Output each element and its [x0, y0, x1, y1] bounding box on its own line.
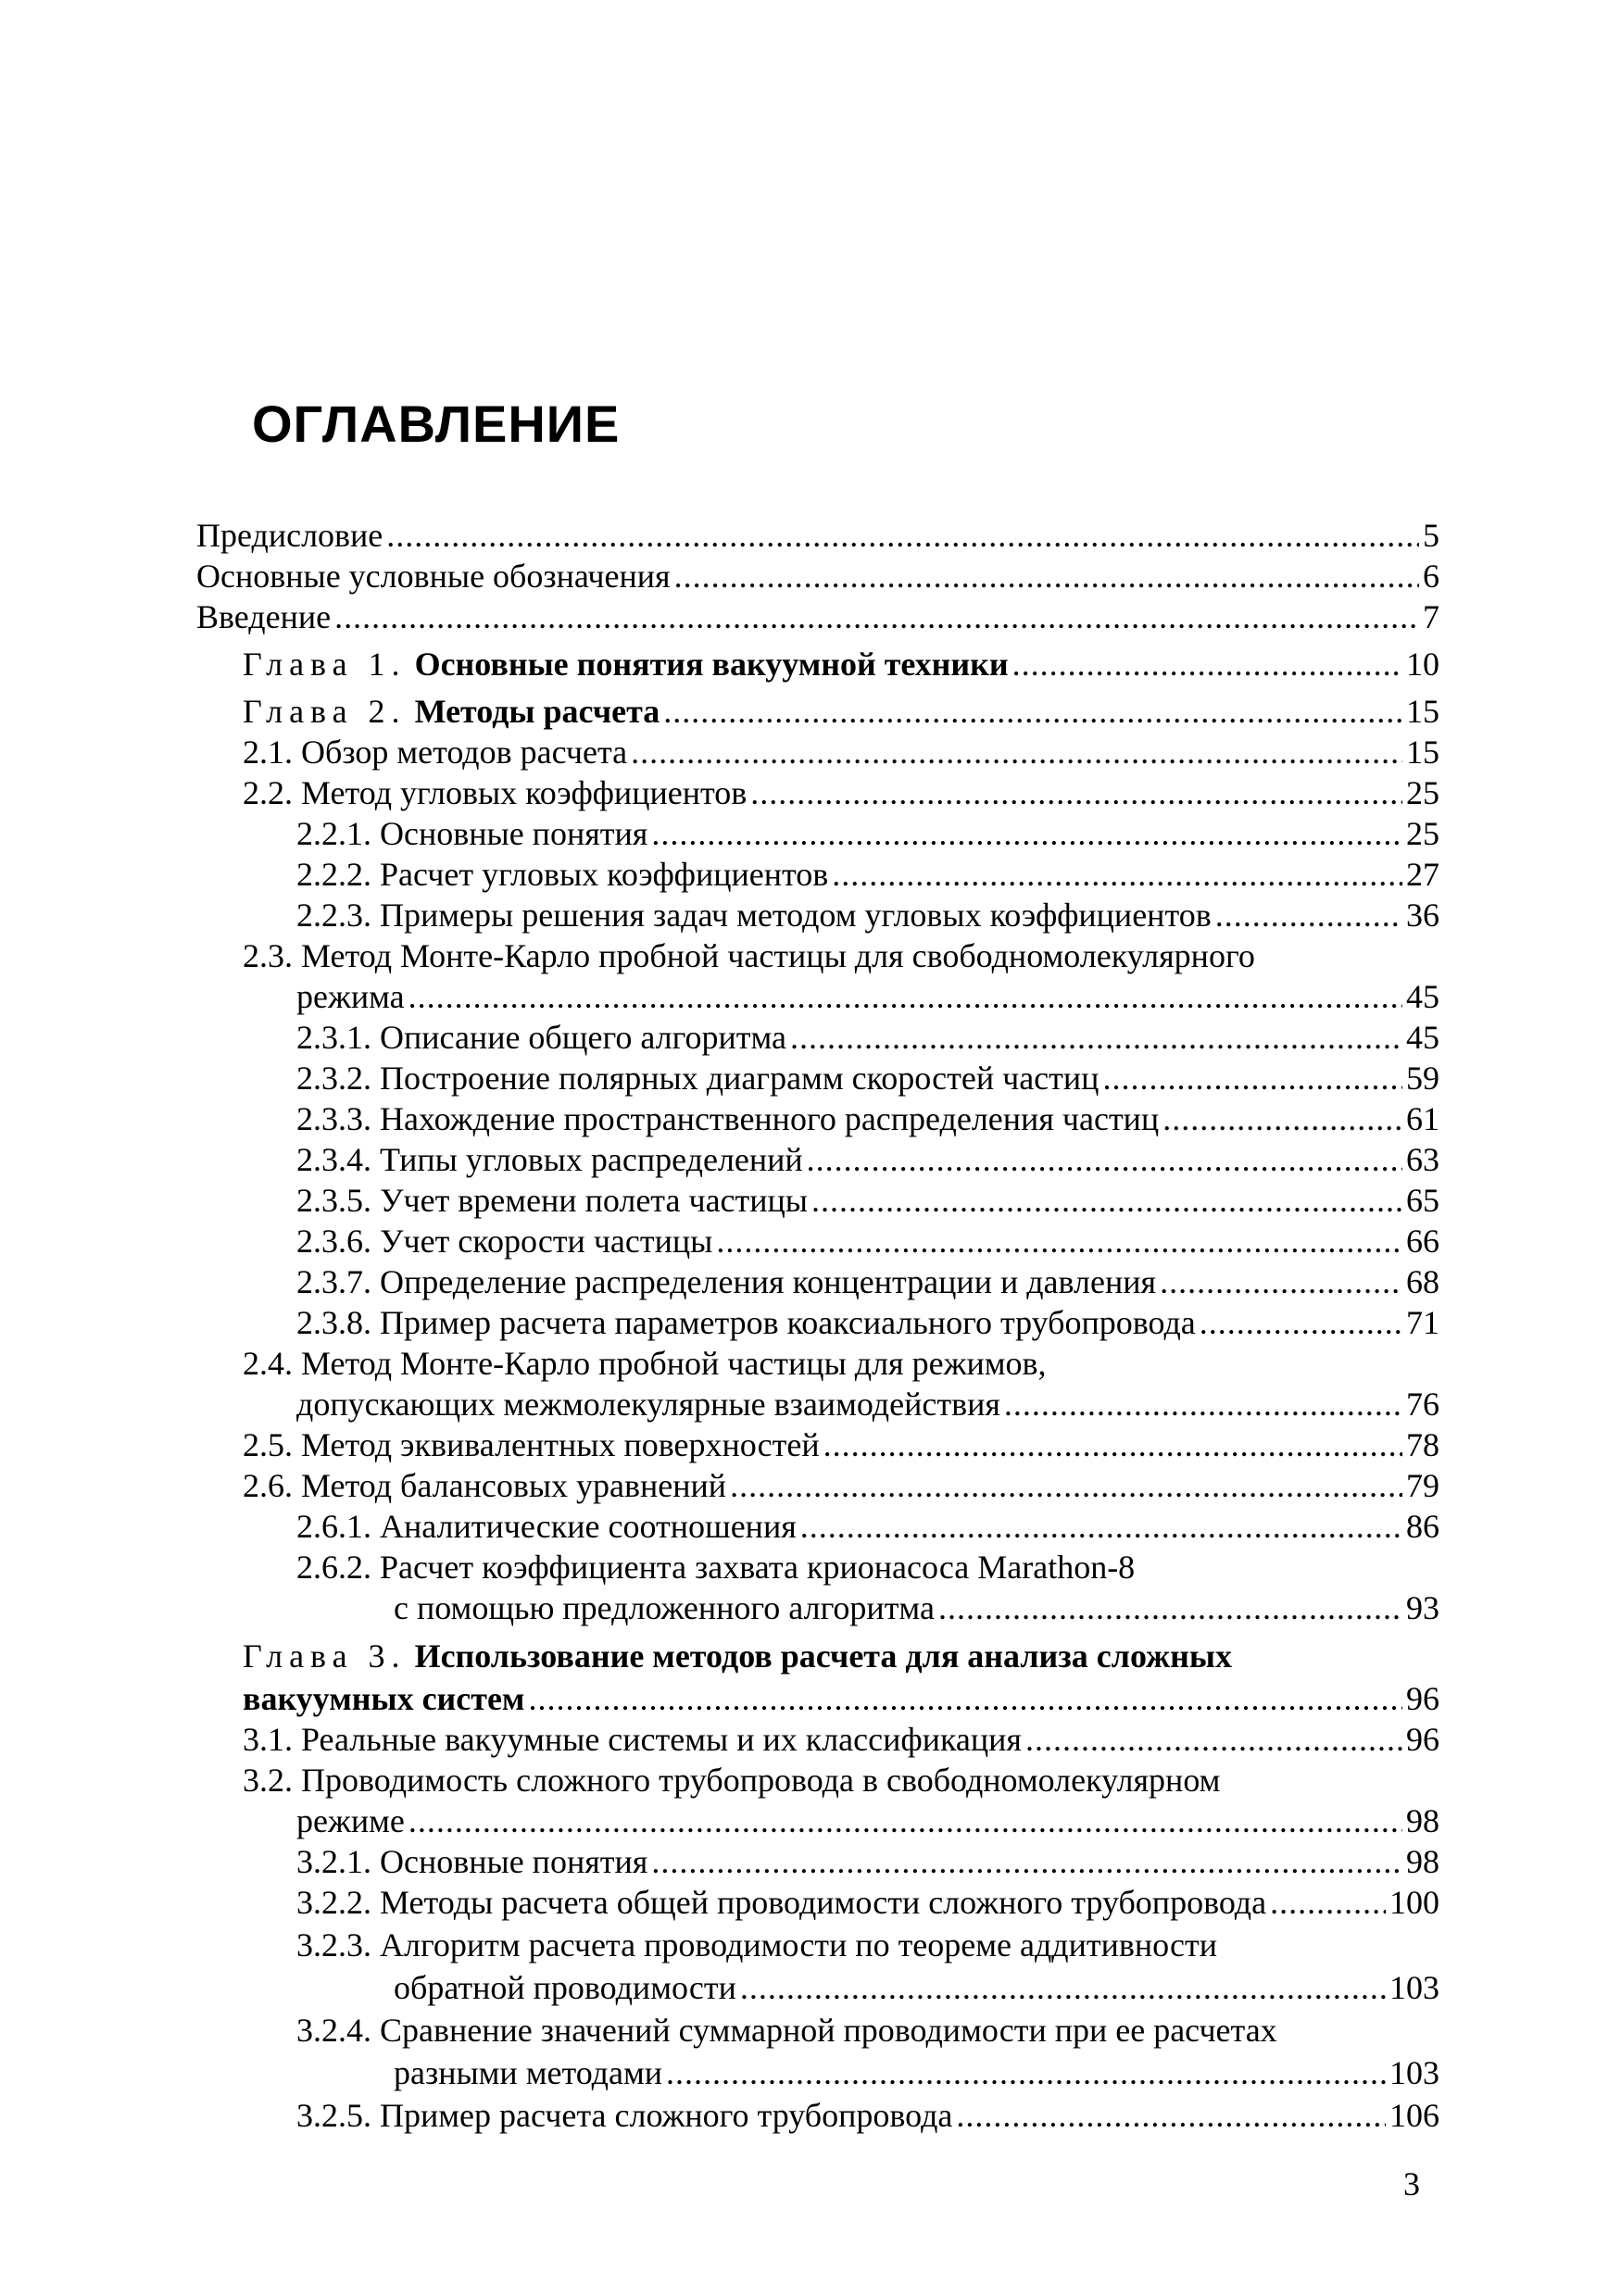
toc-entry-text: 2.1. Обзор методов расчета [243, 734, 628, 771]
dot-leader [528, 1678, 1402, 1719]
toc-entry-text: 2.2.1. Основные понятия [296, 815, 648, 852]
dot-leader [807, 1139, 1402, 1180]
toc-entry[interactable] [296, 1547, 1439, 1587]
toc-entry-page: 106 [1389, 2097, 1439, 2134]
dot-leader [651, 813, 1402, 854]
toc-entry-continuation[interactable] [394, 2052, 1439, 2093]
toc-entry[interactable] [296, 1058, 1439, 1098]
toc-entry-text: 2.2. Метод угловых коэффициентов [243, 774, 748, 811]
toc-entry[interactable] [296, 1882, 1439, 1923]
toc-entry[interactable] [196, 596, 1439, 637]
toc-entry-page: 45 [1406, 1019, 1439, 1056]
dot-leader [1025, 1719, 1402, 1760]
dot-leader [408, 976, 1402, 1017]
toc-entry[interactable] [243, 1465, 1439, 1506]
toc-entry-page: 45 [1406, 978, 1439, 1015]
chapter-title: Использование методов расчета для анализа сложных [414, 1637, 1233, 1675]
toc-entry[interactable] [243, 1719, 1439, 1760]
toc-entry-page: 10 [1406, 646, 1439, 683]
toc-chapter-entry[interactable] [243, 644, 1439, 684]
toc-entry-page: 7 [1423, 598, 1439, 635]
toc-entry-text: 3.2.2. Методы расчета общей проводимости сложного трубопровода [296, 1884, 1267, 1921]
toc-entry-page: 96 [1406, 1721, 1439, 1758]
dot-leader [1102, 1058, 1402, 1098]
toc-entry[interactable] [296, 1017, 1439, 1058]
dot-leader [1162, 1098, 1402, 1139]
toc-entry-text: 2.4. Метод Монте-Карло пробной частицы для режимов, [243, 1345, 1047, 1382]
dot-leader [956, 2095, 1386, 2136]
toc-entry-text: Введение [196, 598, 332, 635]
toc-entry-text: 2.2.2. Расчет угловых коэффициентов [296, 856, 829, 893]
toc-entry-text: обратной проводимости [394, 1969, 736, 2006]
toc-entry-text: 2.3.3. Нахождение пространственного распределения частиц [296, 1100, 1160, 1137]
toc-entry-continuation[interactable] [296, 1800, 1439, 1841]
toc-entry-page: 93 [1406, 1589, 1439, 1626]
chapter-label: Глава 2. [243, 693, 407, 730]
toc-entry[interactable] [196, 515, 1439, 556]
dot-leader [334, 596, 1419, 637]
toc-entry-page: 61 [1406, 1100, 1439, 1137]
toc-chapter-entry-continuation[interactable] [243, 1678, 1439, 1719]
toc-entry-page: 15 [1406, 693, 1439, 730]
chapter-label: Глава 3. [243, 1637, 407, 1675]
dot-leader [1215, 895, 1402, 935]
toc-entry-text: 2.2.3. Примеры решения задач методом угловых коэффициентов [296, 897, 1212, 934]
toc-entry-text: Основные условные обозначения [196, 558, 671, 595]
dot-leader [631, 732, 1402, 772]
toc-entry-text: 2.3.4. Типы угловых распределений [296, 1141, 803, 1178]
toc-entry-page: 59 [1406, 1060, 1439, 1097]
dot-leader [666, 2052, 1386, 2093]
dot-leader [790, 1017, 1402, 1058]
toc-entry-page: 98 [1406, 1802, 1439, 1839]
dot-leader [1012, 644, 1402, 684]
toc-entry-page: 66 [1406, 1223, 1439, 1260]
toc-entry-text: 2.6. Метод балансовых уравнений [243, 1467, 727, 1504]
toc-entry-page: 68 [1406, 1263, 1439, 1300]
toc-entry-page: 98 [1406, 1843, 1439, 1880]
dot-leader [750, 772, 1402, 813]
toc-chapter-entry[interactable] [243, 691, 1439, 732]
toc-entry[interactable] [243, 935, 1439, 976]
dot-leader [1004, 1384, 1402, 1424]
toc-entry-page: 65 [1406, 1182, 1439, 1219]
toc-entry-continuation[interactable] [296, 1384, 1439, 1424]
toc-entry[interactable] [243, 1424, 1439, 1465]
toc-entry-text: 2.3.1. Описание общего алгоритма [296, 1019, 786, 1056]
toc-entry-page: 25 [1406, 815, 1439, 852]
toc-entry[interactable] [243, 1760, 1439, 1800]
dot-leader [823, 1424, 1402, 1465]
toc-entry-text: режиме [296, 1802, 405, 1839]
toc-chapter-entry[interactable] [243, 1636, 1439, 1676]
toc-entry[interactable] [296, 1180, 1439, 1221]
toc-entry-text: режима [296, 978, 405, 1015]
toc-entry-text: 3.2. Проводимость сложного трубопровода в свободномолекулярном [243, 1762, 1221, 1799]
chapter-label: Глава 1. [243, 646, 407, 683]
toc-entry-text: 2.3.7. Определение распределения концентрации и давления [296, 1263, 1157, 1300]
page-number: 3 [1403, 2165, 1420, 2202]
toc-entry-text: 2.5. Метод эквивалентных поверхностей [243, 1426, 820, 1463]
toc-entry-continuation[interactable] [394, 1967, 1439, 2008]
toc-entry-page: 36 [1406, 897, 1439, 934]
toc-entry-continuation[interactable] [394, 1587, 1439, 1628]
toc-entry-page: 63 [1406, 1141, 1439, 1178]
toc-entry[interactable] [296, 1221, 1439, 1261]
toc-entry[interactable] [296, 2010, 1439, 2051]
toc-entry-page: 71 [1406, 1304, 1439, 1341]
toc-entry[interactable] [243, 732, 1439, 772]
toc-entry-page: 6 [1423, 558, 1439, 595]
dot-leader [386, 515, 1419, 556]
dot-leader [674, 556, 1419, 596]
toc-entry[interactable] [296, 1302, 1439, 1343]
toc-entry-text: 2.3.6. Учет скорости частицы [296, 1223, 713, 1260]
toc-entry[interactable] [243, 772, 1439, 813]
toc-entry-text: 2.6.1. Аналитические соотношения [296, 1508, 797, 1545]
dot-leader [730, 1465, 1402, 1506]
toc-entry[interactable] [296, 813, 1439, 854]
toc-entry-text: 3.2.5. Пример расчета сложного трубопровода [296, 2097, 953, 2134]
toc-entry[interactable] [296, 1841, 1439, 1882]
toc-entry[interactable] [296, 1925, 1439, 1965]
toc-entry[interactable] [243, 1343, 1439, 1384]
dot-leader [663, 691, 1402, 732]
toc-entry-page: 100 [1389, 1884, 1439, 1921]
toc-entry-text: 3.2.1. Основные понятия [296, 1843, 648, 1880]
toc-entry-text: разными методами [394, 2054, 663, 2091]
toc-entry-continuation[interactable] [296, 976, 1439, 1017]
dot-leader [1270, 1882, 1386, 1923]
toc-entry[interactable] [296, 1506, 1439, 1547]
dot-leader [800, 1506, 1402, 1547]
toc-entry-text: допускающих межмолекулярные взаимодействия [296, 1386, 1000, 1423]
toc-entry-text: Предисловие [196, 517, 383, 554]
toc-entry-text: 2.3. Метод Монте-Карло пробной частицы для свободномолекулярного [243, 937, 1255, 974]
toc-entry-text: 2.6.2. Расчет коэффициента захвата крионасоса Marathon-8 [296, 1549, 1136, 1586]
toc-entry-page: 15 [1406, 734, 1439, 771]
toc-entry[interactable] [296, 1139, 1439, 1180]
toc-entry[interactable] [296, 1261, 1439, 1302]
toc-entry-page: 25 [1406, 774, 1439, 811]
toc-entry-text: 3.2.3. Алгоритм расчета проводимости по теореме аддитивности [296, 1926, 1218, 1964]
chapter-title: Основные понятия вакуумной техники [414, 646, 1009, 683]
toc-entry-page: 79 [1406, 1467, 1439, 1504]
dot-leader [651, 1841, 1402, 1882]
toc-entry-text: 3.2.4. Сравнение значений суммарной проводимости при ее расчетах [296, 2012, 1277, 2049]
toc-entry-page: 86 [1406, 1508, 1439, 1545]
toc-entry-text: 3.1. Реальные вакуумные системы и их классификация [243, 1721, 1022, 1758]
toc-entry-page: 103 [1389, 2054, 1439, 2091]
toc-entry[interactable] [296, 854, 1439, 895]
toc-entry[interactable] [196, 556, 1439, 596]
chapter-title: вакуумных систем [243, 1680, 525, 1717]
toc-entry[interactable] [296, 895, 1439, 935]
toc-heading: ОГЛАВЛЕНИЕ [252, 395, 621, 453]
chapter-title: Методы расчета [414, 693, 660, 730]
toc-entry-page: 96 [1406, 1680, 1439, 1717]
dot-leader [811, 1180, 1402, 1221]
dot-leader [408, 1800, 1402, 1841]
toc-entry-page: 103 [1389, 1969, 1439, 2006]
toc-entry-page: 5 [1423, 517, 1439, 554]
dot-leader [716, 1221, 1402, 1261]
toc-entry-text: 2.3.5. Учет времени полета частицы [296, 1182, 808, 1219]
dot-leader [1160, 1261, 1402, 1302]
dot-leader [1200, 1302, 1402, 1343]
toc-entry[interactable] [296, 1098, 1439, 1139]
dot-leader [832, 854, 1402, 895]
toc-entry-text: 2.3.8. Пример расчета параметров коаксиального трубопровода [296, 1304, 1196, 1341]
toc-entry-text: с помощью предложенного алгоритма [394, 1589, 935, 1626]
dot-leader [740, 1967, 1386, 2008]
toc-entry-page: 78 [1406, 1426, 1439, 1463]
toc-entry-page: 27 [1406, 856, 1439, 893]
toc-entry-text: 2.3.2. Построение полярных диаграмм скоростей частиц [296, 1060, 1100, 1097]
dot-leader [938, 1587, 1402, 1628]
toc-entry[interactable] [296, 2095, 1439, 2136]
toc-entry-page: 76 [1406, 1386, 1439, 1423]
